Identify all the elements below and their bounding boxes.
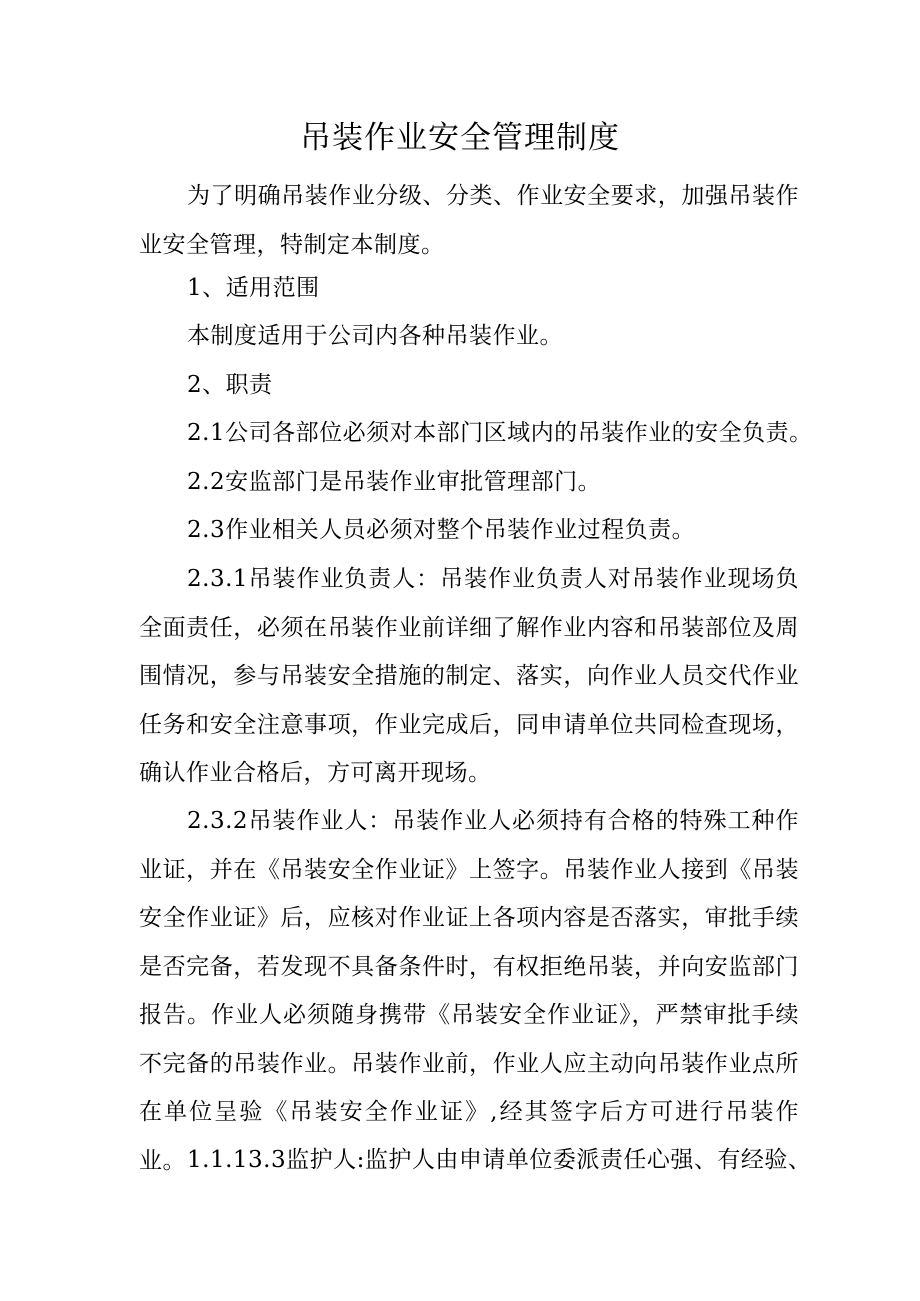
clause-1-1-13-3: 1.1.13.3监护人:监护人由申请单位委派责任心强、有经验、: [187, 1147, 812, 1173]
scope-paragraph: 本制度适用于公司内各种吊装作业。: [187, 323, 563, 349]
clause-2-2: 2.2安监部门是吊装作业审批管理部门。: [187, 469, 602, 495]
section-heading-responsibilities: 2、职责: [187, 372, 273, 398]
intro-paragraph: 为了明确吊装作业分级、分类、作业安全要求，加强吊装作业安全管理，特制定本制度。: [139, 183, 799, 258]
document-title: 吊装作业安全管理制度: [300, 120, 620, 156]
clause-2-1: 2.1公司各部位必须对本部门区域内的吊装作业的安全负责。: [187, 420, 813, 446]
clause-2-3: 2.3作业相关人员必须对整个吊装作业过程负责。: [187, 517, 696, 543]
clause-2-3-1: 2.3.1吊装作业负责人：吊装作业负责人对吊装作业现场负全面责任，必须在吊装作业前详细了解作业内容和吊装部位及周围情况，参与吊装安全措施的制定、落实，向作业人员交代作业任务和安全注意事项，作业完成后，同申请单位共同检查现场，确认作业合格后，方可离开现场。: [139, 566, 799, 786]
section-heading-scope: 1、适用范围: [187, 275, 320, 301]
clause-2-3-2: 2.3.2吊装作业人：吊装作业人必须持有合格的特殊工种作业证，并在《吊装安全作业证》上签字。吊装作业人接到《吊装安全作业证》后，应核对作业证上各项内容是否落实，审批手续是否完备，若发现不具备条件时，有权拒绝吊装，并向安监部门报告。作业人必须随身携带《吊装安全作业证》，严禁审批手续不完备的吊装作业。吊装作业前，作业人应主动向吊装作业点所在单位呈验《吊装安全作业证》,经其签字后方可进行吊装作业。: [139, 808, 799, 1174]
